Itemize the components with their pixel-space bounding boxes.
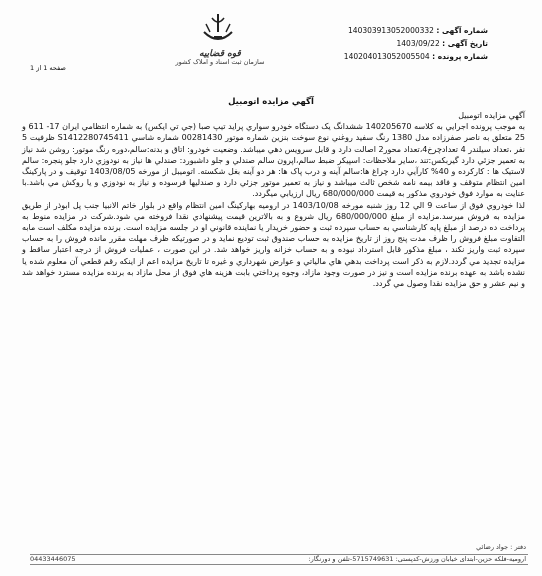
file-number-label: شماره پرونده :: [432, 52, 488, 61]
footer-divider: [30, 564, 528, 565]
file-number-row: [344, 50, 488, 63]
page-indicator: صفحه 1 از 1: [30, 64, 66, 72]
organization-name: [160, 50, 280, 66]
ad-number-value: 140303913052000332: [348, 26, 434, 35]
org-subtitle: سازمان ثبت اسناد و املاک کشور: [175, 58, 265, 66]
ad-number-row: [344, 24, 488, 37]
document-footer: [0, 540, 542, 576]
footer-address: ارومیه-فلکه حزین-ابتدای خیابان ورزش-کدپستی: 5715749631-تلفن و دورنگار:: [308, 555, 526, 563]
body-heading: آگهي مزايده اتومبيل: [458, 111, 525, 120]
judiciary-emblem-icon: [200, 12, 236, 46]
document-title: آگهي مزايده اتومبيل: [228, 97, 314, 107]
ad-number-label: شماره آگهی :: [436, 26, 488, 35]
ad-date-value: 1403/09/22: [396, 39, 440, 48]
org-title: قوه قضاییه: [199, 49, 241, 59]
footer-office: دفتر : جواد رضائي: [476, 543, 526, 551]
file-number-value: 140204013052005504: [343, 52, 430, 61]
ad-date-row: [344, 37, 488, 50]
footer-phone: 04433446075: [30, 555, 76, 563]
document-body: [22, 110, 525, 289]
body-paragraph-1: به موجب پرونده اجرايي به کلاسه 140205670 ششدانگ يک دستگاه خودرو سواري پرايد تيپ صبا (جي تي ايکس) به شماره انتظامي ايران 17- 611 و 25 متعلق به ناصر صفرزاده مدل 1380 رنگ سفيد روغني نوع سوخت بنزين شماره موتور 00281430 شماره شاسي S1412280745411 ظرفيت 5 نفر ،تعداد سيلندر 4 تعدادچرخ4،تعداد محور2 اصالت دارد و قابل سرويس دهي ميباشد. وضعيت خودرو: اتاق و بدنه:سالم،دوره رنگ موتور: روشن شد نياز به تعمير جزئي دارد گيربکس:تند ،ساير ملاحظات: اسپيکر ضبط سالم،اپرون سالم صندلي و جلو داشبورد: صندلي ها نياز به نودوزي دارد جلو پنجره: سالم لاستيک ها : کارکرده و 40% کارآيي دارد چراغ ها:سالم آينه و درب پاک ها: هر دو آينه بغل شکسته. اتوميبل از مورخه 1403/08/05 توقيف و در پارکينگ امين انتظام متوقف و فاقد بيمه نامه شخص ثالث ميباشد و نياز به تعمير موتور جزئي دارد و صندليها فرسوده و نياز به نودوزي و يا روکش مي باشد.با عنايت به موارد فوق خودروي مذکور به قيمت 680/000/000 ريال ارزيابي ميگردد.: [22, 122, 526, 199]
ad-metadata: [344, 24, 488, 63]
body-paragraph-2: لذا خودروي فوق از ساعت 9 الي 12 روز شنبه مورخه 1403/10/08 در ارومیه بهارکينگ امين انتظام واقع در بلوار خاتم الانبيا جنب پل ابوذر از طريق مزايده به فروش ميرسد.مزايده از مبلغ 680/000/000 ريال شروع و به بالاترين قيمت پيشنهادي نقدا فروخته مي شود.شرکت در مزايده منوط به پرداخت ده درصد از مبلغ پايه کارشناسي به حساب سپرده ثبت و حضور خريدار يا نماينده قانوني او در جلسه مزايده است. برنده مزايده مکلف است مابه التفاوت مبلغ فروش را ظرف مدت پنج روز از تاريخ مزايده به حساب صندوق ثبت توديع نمايد و در صورتيکه ظرف مهلت مقرر مانده فروش را به حساب سپرده ثبت واريز نکند ، مبلغ مذکور قابل استرداد نبوده و به حساب خزانه واريز خواهد شد. در اين صورت ، عمليات فروش از درجه اعتبار ساقط و مزايده تجديد مي گردد.لازم به ذکر است پرداخت بدهي هاي مالياتي و عوارض شهرداري و غيره تا تاريخ مزايده اعم از اينکه رقم قطعي آن معلوم شده يا نشده باشد به عهده برنده مزايده است و نيز در صورت وجود مازاد، وجوه پرداختي بابت هزينه هاي فوق از محل مازاد به برنده مزايده مسترد خواهد شد و نيم عشر و حق مزايده نقدا وصول مي گردد.: [22, 200, 525, 289]
ad-date-label: تاریخ آگهی :: [442, 39, 488, 48]
